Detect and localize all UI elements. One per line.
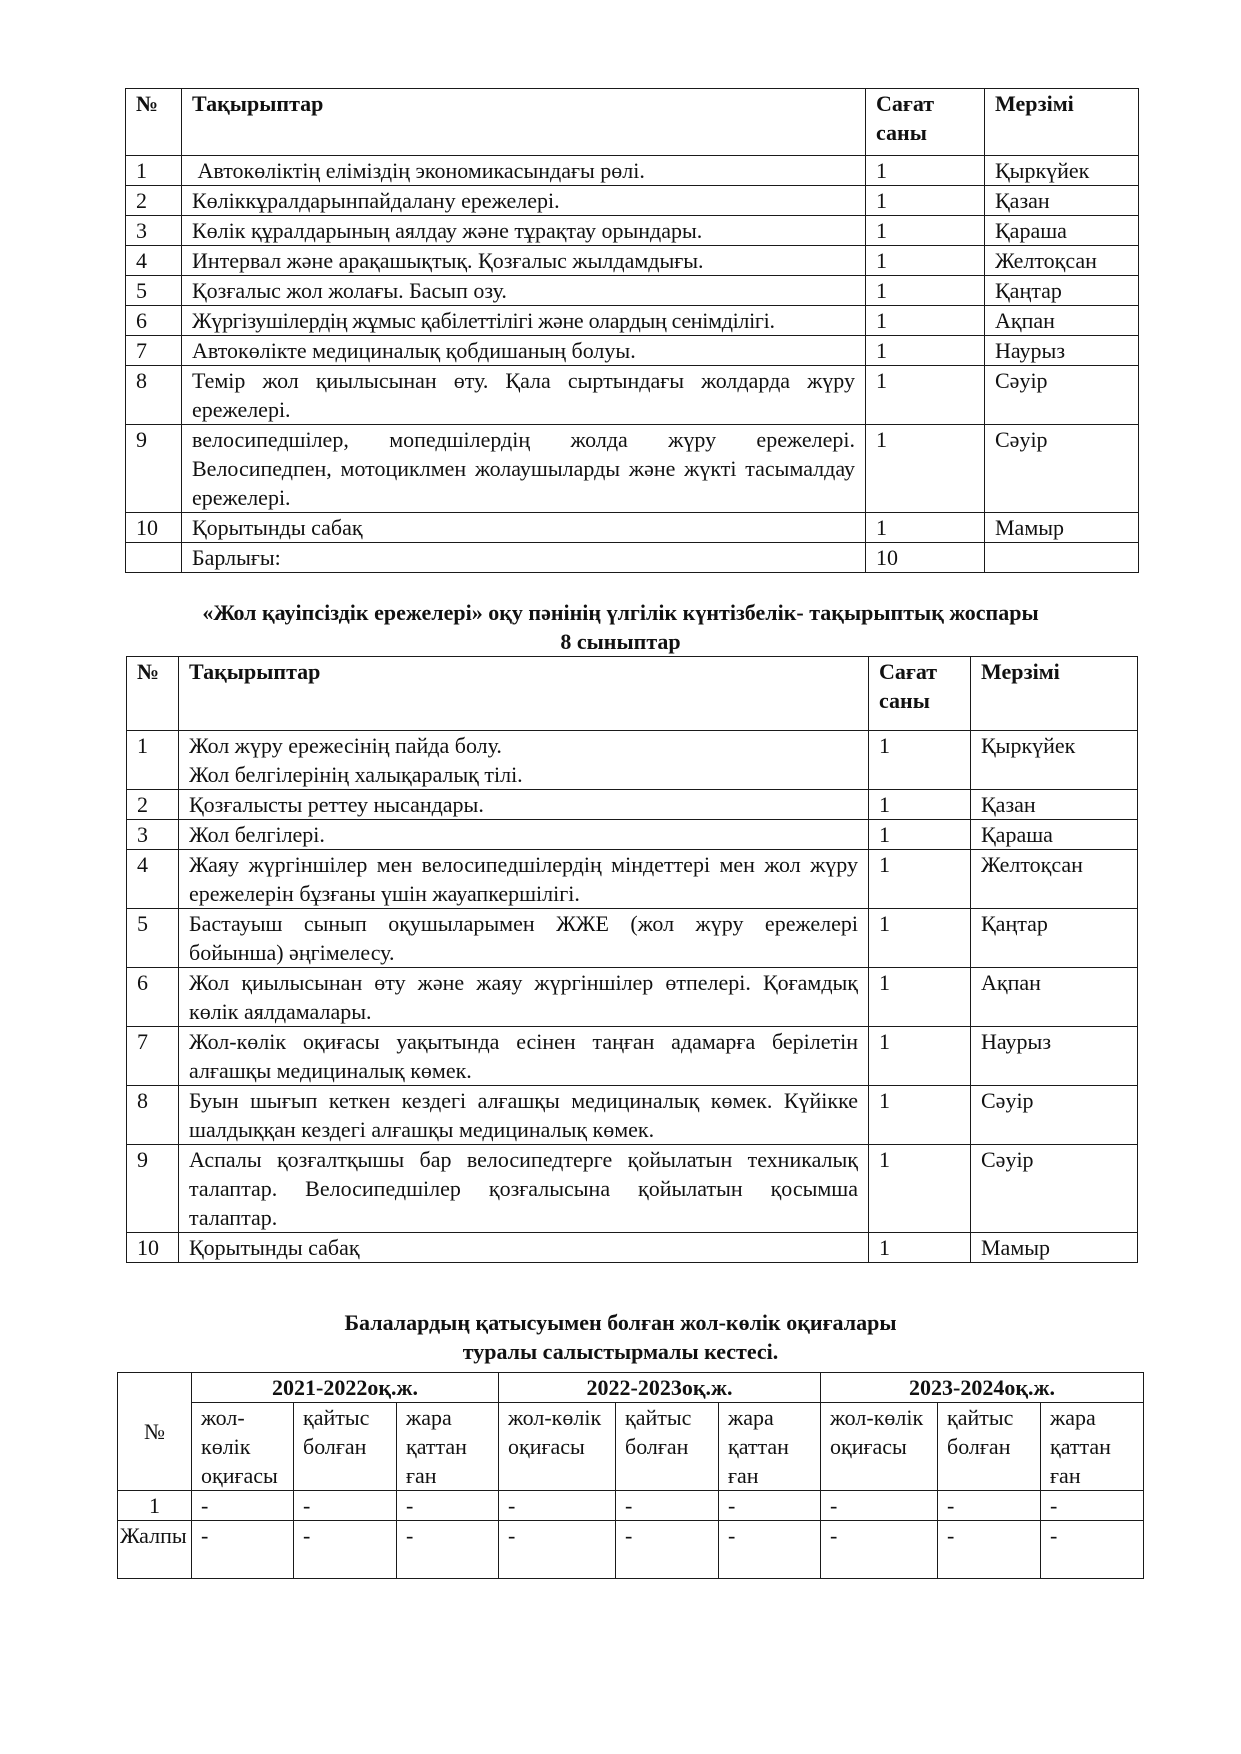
table-row [127, 731, 1138, 790]
row-topic: Қозғалыс жол жолағы. Басып озу. [182, 276, 866, 306]
table-header-row [126, 89, 1139, 156]
accidents-comparison-table [117, 1372, 1144, 1579]
subheader-injured: жара қаттан ған [1041, 1403, 1144, 1491]
table-row [126, 336, 1139, 366]
plan-subtitle: 8 сыныптар [560, 629, 681, 654]
data-cell: - [1041, 1491, 1144, 1521]
row-term: Желтоқсан [985, 246, 1139, 276]
row-number: 2 [127, 790, 179, 820]
row-hours: 1 [869, 909, 971, 968]
subheader-deaths: қайтыс болған [938, 1403, 1041, 1491]
data-cell: - [294, 1491, 397, 1521]
row-label: 1 [118, 1491, 192, 1521]
row-term: Қыркүйек [971, 731, 1138, 790]
row-term: Мамыр [985, 513, 1139, 543]
row-topic: Жол қиылысынан өту және жаяу жүргіншілер өтпелері. Қоғамдық көлік аялдамалары. [179, 968, 869, 1027]
row-hours: 1 [866, 186, 985, 216]
row-hours: 1 [866, 276, 985, 306]
row-hours: 1 [866, 156, 985, 186]
data-cell: - [719, 1521, 821, 1579]
subheader-deaths: қайтыс болған [616, 1403, 719, 1491]
row-topic [179, 731, 869, 790]
row-hours: 1 [869, 1233, 971, 1263]
row-hours: 1 [866, 366, 985, 425]
col-header-topics: Тақырыптар [179, 657, 869, 731]
data-cell: - [938, 1521, 1041, 1579]
table-row [127, 1086, 1138, 1145]
subheader-row [118, 1403, 1144, 1491]
table-row [127, 909, 1138, 968]
col-header-term: Мерзімі [985, 89, 1139, 156]
comparison-title: Балалардың қатысуымен болған жол-көлік оқиғалары [344, 1310, 897, 1335]
row-term: Қазан [985, 186, 1139, 216]
table-total-row [126, 543, 1139, 573]
table-row [127, 1145, 1138, 1233]
row-hours: 1 [869, 1027, 971, 1086]
row-topic: Интервал және арақашықтық. Қозғалыс жылдамдығы. [182, 246, 866, 276]
row-term: Сәуір [971, 1086, 1138, 1145]
row-number: 8 [127, 1086, 179, 1145]
row-number: 7 [127, 1027, 179, 1086]
row-topic: Буын шығып кеткен кездегі алғашқы медициналық көмек. Күйікке шалдыққан кездегі алғашқы медициналық көмек. [179, 1086, 869, 1145]
row-term: Ақпан [985, 306, 1139, 336]
data-cell: - [397, 1491, 499, 1521]
data-cell: - [616, 1521, 719, 1579]
row-term: Қазан [971, 790, 1138, 820]
row-hours: 1 [866, 425, 985, 513]
row-term: Сәуір [985, 425, 1139, 513]
col-header-term: Мерзімі [971, 657, 1138, 731]
row-number: 4 [126, 246, 182, 276]
row-topic: Жол белгілері. [179, 820, 869, 850]
data-cell: - [294, 1521, 397, 1579]
row-number: 3 [126, 216, 182, 246]
data-cell: - [499, 1521, 616, 1579]
row-number: 9 [127, 1145, 179, 1233]
row-topic: Көліккұралдарынпайдалану ережелері. [182, 186, 866, 216]
year-header: 2021-2022оқ.ж. [192, 1373, 499, 1403]
total-number-cell [126, 543, 182, 573]
year-header: 2023-2024оқ.ж. [821, 1373, 1144, 1403]
year-header-row [118, 1373, 1144, 1403]
row-number: 1 [127, 731, 179, 790]
row-number: 4 [127, 850, 179, 909]
table-row [127, 820, 1138, 850]
row-topic: велосипедшілер, мопедшілердің жолда жүру ережелері. Велосипедпен, мотоциклмен жолаушыларды және жүкті тасымалдау ережелері. [182, 425, 866, 513]
total-hours: 10 [866, 543, 985, 573]
row-hours: 1 [869, 820, 971, 850]
table-row [118, 1521, 1144, 1579]
row-term: Ақпан [971, 968, 1138, 1027]
table-row [127, 968, 1138, 1027]
row-number: 9 [126, 425, 182, 513]
row-topic-line: Жол белгілерінің халықаралық тілі. [189, 762, 523, 787]
row-hours: 1 [866, 216, 985, 246]
row-label: Жалпы [118, 1521, 192, 1579]
year-header: 2022-2023оқ.ж. [499, 1373, 821, 1403]
table-row [126, 366, 1139, 425]
row-number: 6 [127, 968, 179, 1027]
row-hours: 1 [869, 731, 971, 790]
row-topic: Автокөлікте медициналық қобдишаның болуы. [182, 336, 866, 366]
total-label: Барлығы: [182, 543, 866, 573]
row-term: Желтоқсан [971, 850, 1138, 909]
data-cell: - [192, 1491, 294, 1521]
row-topic: Бастауыш сынып оқушыларымен ЖЖЕ (жол жүру ережелері бойынша) әңгімелесу. [179, 909, 869, 968]
topics-table-2 [126, 656, 1138, 1263]
table-row [126, 246, 1139, 276]
row-term: Сәуір [971, 1145, 1138, 1233]
table-row [126, 306, 1139, 336]
data-cell: - [616, 1491, 719, 1521]
table-row [127, 850, 1138, 909]
row-hours: 1 [866, 513, 985, 543]
table-row [127, 1027, 1138, 1086]
row-term: Қараша [985, 216, 1139, 246]
row-number: 6 [126, 306, 182, 336]
row-term: Қаңтар [971, 909, 1138, 968]
data-cell: - [821, 1491, 938, 1521]
col-header-topics: Тақырыптар [182, 89, 866, 156]
table-row [126, 156, 1139, 186]
col-header-number: № [118, 1373, 192, 1491]
table-row [127, 790, 1138, 820]
row-hours: 1 [869, 850, 971, 909]
row-number: 3 [127, 820, 179, 850]
row-hours: 1 [866, 306, 985, 336]
row-topic: Аспалы қозғалтқышы бар велосипедтерге қойылатын техникалық талаптар. Велосипедшілер қозғалысына қойылатын қосымша талаптар. [179, 1145, 869, 1233]
row-topic: Қорытынды сабақ [179, 1233, 869, 1263]
topics-table-1 [125, 88, 1139, 573]
table-row [126, 513, 1139, 543]
row-number: 8 [126, 366, 182, 425]
col-header-hours: Сағат саны [866, 89, 985, 156]
row-term: Сәуір [985, 366, 1139, 425]
col-header-number: № [126, 89, 182, 156]
table-row [126, 425, 1139, 513]
row-number: 7 [126, 336, 182, 366]
col-header-number: № [127, 657, 179, 731]
subheader-injured: жара қаттан ған [719, 1403, 821, 1491]
row-hours: 1 [869, 1086, 971, 1145]
row-number: 5 [127, 909, 179, 968]
row-topic: Темір жол қиылысынан өту. Қала сыртындағы жолдарда жүру ережелері. [182, 366, 866, 425]
data-cell: - [397, 1521, 499, 1579]
table-row [126, 186, 1139, 216]
plan-title: «Жол қауіпсіздік ережелері» оқу пәнінің үлгілік күнтізбелік- тақырыптық жоспары [202, 600, 1039, 625]
row-term: Қаңтар [985, 276, 1139, 306]
table-row [126, 276, 1139, 306]
total-term-cell [985, 543, 1139, 573]
subheader-accidents: жол-көлік оқиғасы [821, 1403, 938, 1491]
row-term: Наурыз [985, 336, 1139, 366]
subheader-deaths: қайтыс болған [294, 1403, 397, 1491]
row-hours: 1 [866, 336, 985, 366]
table-row [126, 216, 1139, 246]
row-topic: Жол-көлік оқиғасы уақытында есінен таңған адамарға берілетін алғашқы медициналық көмек. [179, 1027, 869, 1086]
row-term: Қараша [971, 820, 1138, 850]
row-number: 10 [127, 1233, 179, 1263]
row-hours: 1 [869, 790, 971, 820]
subheader-injured: жара қаттан ған [397, 1403, 499, 1491]
data-cell: - [192, 1521, 294, 1579]
row-number: 2 [126, 186, 182, 216]
row-topic-line: Жол жүру ережесінің пайда болу. [189, 733, 502, 758]
table-row [127, 1233, 1138, 1263]
subheader-accidents: жол-көлік оқиғасы [499, 1403, 616, 1491]
row-term: Мамыр [971, 1233, 1138, 1263]
row-number: 10 [126, 513, 182, 543]
data-cell: - [821, 1521, 938, 1579]
row-topic: Қозғалысты реттеу нысандары. [179, 790, 869, 820]
row-number: 1 [126, 156, 182, 186]
row-topic: Автокөліктің еліміздің экономикасындағы рөлі. [182, 156, 866, 186]
table-header-row [127, 657, 1138, 731]
row-topic: Қорытынды сабақ [182, 513, 866, 543]
row-number: 5 [126, 276, 182, 306]
row-hours: 1 [869, 968, 971, 1027]
row-term: Наурыз [971, 1027, 1138, 1086]
col-header-hours: Сағат саны [869, 657, 971, 731]
row-hours: 1 [869, 1145, 971, 1233]
subheader-accidents: жол-көлік оқиғасы [192, 1403, 294, 1491]
data-cell: - [719, 1491, 821, 1521]
comparison-subtitle: туралы салыстырмалы кестесі. [462, 1339, 779, 1364]
data-cell: - [938, 1491, 1041, 1521]
row-term: Қыркүйек [985, 156, 1139, 186]
row-topic: Көлік құралдарының аялдау және тұрақтау орындары. [182, 216, 866, 246]
data-cell: - [499, 1491, 616, 1521]
row-topic: Жүргізушілердің жұмыс қабілеттілігі және олардың сенімділігі. [182, 306, 866, 336]
table-row [118, 1491, 1144, 1521]
row-topic: Жаяу жүргіншілер мен велосипедшілердің міндеттері мен жол жүру ережелерін бұзғаны үшін жауапкершілігі. [179, 850, 869, 909]
data-cell: - [1041, 1521, 1144, 1579]
row-hours: 1 [866, 246, 985, 276]
